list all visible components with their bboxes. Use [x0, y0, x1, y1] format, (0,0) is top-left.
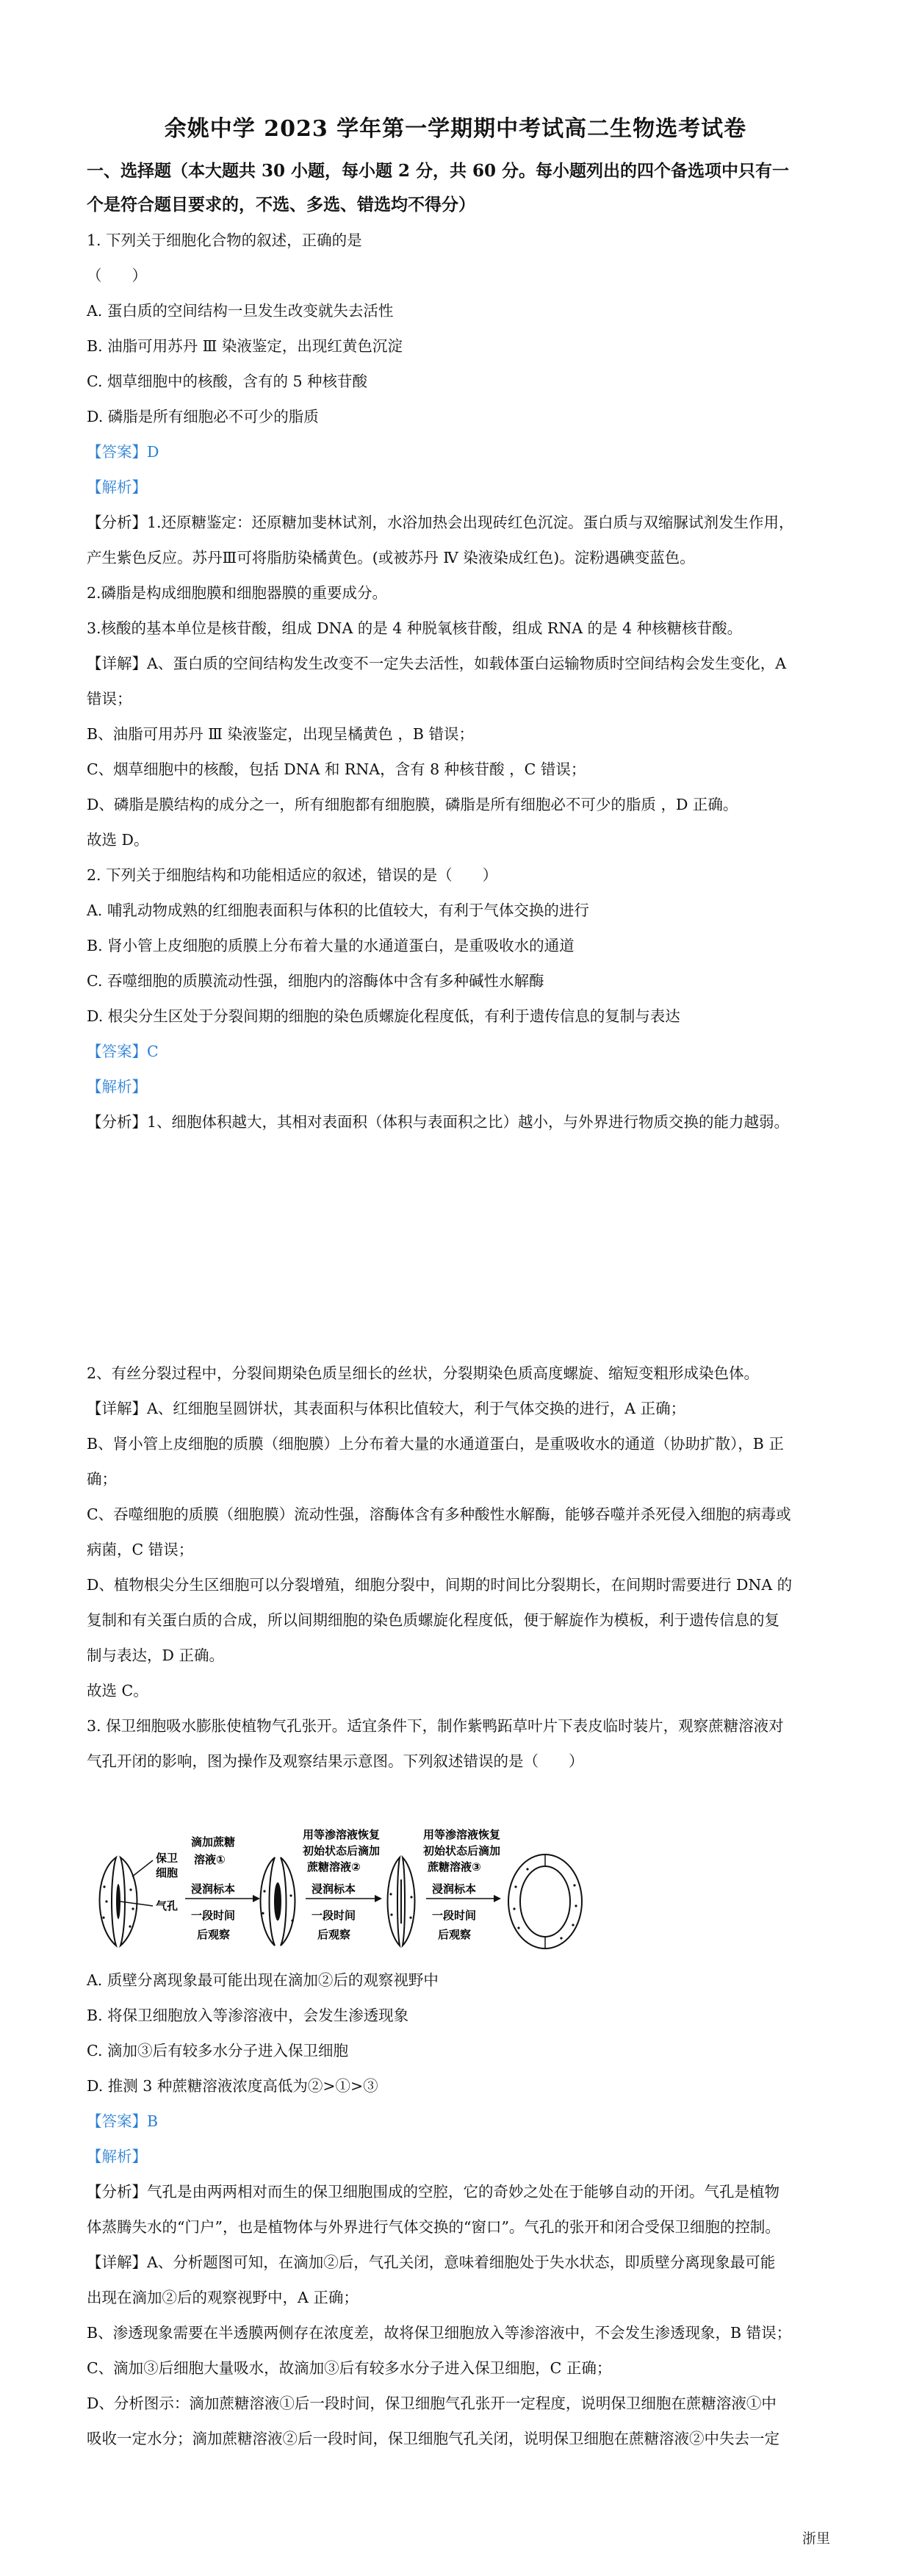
q1-explain-line: D、磷脂是膜结构的成分之一，所有细胞都有细胞膜，磷脂是所有细胞必不可少的脂质 ，D 正确。 — [87, 796, 738, 813]
q2-explain-line: B、肾小管上皮细胞的质膜（细胞膜）上分布着大量的水通道蛋白，是重吸收水的通道（协助扩散），B 正 — [87, 1435, 784, 1453]
q3-explain-line: C、滴加③后细胞大量吸水，故滴加③后有较多水分子进入保卫细胞，C 正确； — [87, 2359, 612, 2377]
arrowhead — [494, 1895, 501, 1902]
guard-cell-pointer — [132, 1860, 153, 1877]
q1-explain-line: 产生紫色反应。苏丹Ⅲ可将脂肪染橘黄色。(或被苏丹 Ⅳ 染液染成红色)。淀粉遇碘变蓝色。 — [87, 549, 695, 566]
q3-explain-line: B、渗透现象需要在半透膜两侧存在浓度差，故将保卫细胞放入等渗溶液中，不会发生渗透现象，B 错误； — [87, 2324, 792, 2342]
q3-answer: 【答案】B — [87, 2112, 159, 2130]
step2-text: 蔗糖溶液② — [307, 1860, 361, 1874]
step3-text: 初始状态后滴加 — [423, 1844, 501, 1857]
q1-explain-line: 2.磷脂是构成细胞膜和细胞器膜的重要成分。 — [87, 584, 388, 602]
q1-explain-line: C、烟草细胞中的核酸，包括 DNA 和 RNA，含有 8 种核苷酸 ，C 错误； — [87, 760, 586, 778]
label-guard: 保卫 — [156, 1852, 179, 1865]
label-pore: 气孔 — [156, 1899, 179, 1913]
q3-analysis-tag: 【解析】 — [87, 2148, 147, 2165]
page-footer: 浙里 — [802, 2530, 830, 2547]
step2-text: 用等渗溶液恢复 — [303, 1828, 381, 1841]
q1-option-d: D. 磷脂是所有细胞必不可少的脂质 — [87, 408, 319, 425]
q3-explain-line: D、分析图示：滴加蔗糖溶液①后一段时间，保卫细胞气孔张开一定程度，说明保卫细胞在蔗糖溶液①中 — [87, 2395, 777, 2412]
q3-option-d: D. 推测 3 种蔗糖溶液浓度高低为②>①>③ — [87, 2077, 378, 2095]
step2-text: 浸润标本 — [312, 1882, 356, 1896]
q2-option-c: C. 吞噬细胞的质膜流动性强，细胞内的溶酶体中含有多种碱性水解酶 — [87, 972, 544, 990]
guard-cell-after-1 — [261, 1857, 295, 1946]
step3-text: 一段时间 — [432, 1909, 477, 1922]
q1-explain-line: 故选 D。 — [87, 831, 149, 849]
step2-text: 初始状态后滴加 — [303, 1844, 381, 1857]
arrowhead — [253, 1895, 260, 1902]
q2-explain-line: 【详解】A、红细胞呈圆饼状，其表面积与体积比值较大，利于气体交换的进行，A 正确； — [87, 1400, 686, 1417]
q1-option-c: C. 烟草细胞中的核酸，含有的 5 种核苷酸 — [87, 373, 368, 390]
q1-option-b: B. 油脂可用苏丹 Ⅲ 染液鉴定，出现红黄色沉淀 — [87, 337, 403, 355]
label-cell: 细胞 — [156, 1866, 179, 1879]
q3-explain-line: 出现在滴加②后的观察视野中，A 正确； — [87, 2289, 359, 2306]
q1-explain-line: 【分析】1.还原糖鉴定：还原糖加斐林试剂，水浴加热会出现砖红色沉淀。蛋白质与双缩脲试剂发生作用， — [87, 514, 794, 531]
step1-text: 浸润标本 — [191, 1882, 236, 1896]
q1-answer: 【答案】D — [87, 443, 159, 461]
q2-explain-line: 故选 C。 — [87, 1682, 148, 1699]
q2-answer: 【答案】C — [87, 1043, 159, 1060]
q3-explain-line: 【详解】A、分析题图可知，在滴加②后，气孔关闭，意味着细胞处于失水状态，即质壁分离现象最可能 — [87, 2253, 776, 2271]
section-heading-line-2: 个是符合题目要求的，不选、多选、错选均不得分） — [87, 195, 475, 215]
step1-text: 后观察 — [197, 1928, 231, 1941]
q3-option-a: A. 质壁分离现象最可能出现在滴加②后的观察视野中 — [87, 1971, 439, 1989]
step3-text: 用等渗溶液恢复 — [423, 1828, 501, 1841]
q2-explain-line: 【分析】1、细胞体积越大，其相对表面积（体积与表面积之比）越小，与外界进行物质交换的能力越弱。 — [87, 1113, 790, 1131]
q1-explain-line: 【详解】A、蛋白质的空间结构发生改变不一定失去活性，如载体蛋白运输物质时空间结构会发生变化，A — [87, 655, 787, 672]
q1-paren: （ ） — [87, 267, 147, 284]
q2-explain-line: 病菌，C 错误； — [87, 1541, 194, 1558]
q2-analysis-tag: 【解析】 — [87, 1078, 147, 1095]
q2-option-b: B. 肾小管上皮细胞的质膜上分布着大量的水通道蛋白，是重吸收水的通道 — [87, 937, 575, 954]
q2-explain-line: D、植物根尖分生区细胞可以分裂增殖，细胞分裂中，间期的时间比分裂期长，在间期时需要进行 DNA 的 — [87, 1576, 793, 1594]
q1-analysis-tag: 【解析】 — [87, 478, 147, 496]
q3-stem-line-1: 3. 保卫细胞吸水膨胀使植物气孔张开。适宜条件下，制作紫鸭跖草叶片下表皮临时装片，观察蔗糖溶液对 — [87, 1717, 784, 1735]
q2-explain-line: 制与表达，D 正确。 — [87, 1647, 224, 1664]
step3-text: 浸润标本 — [432, 1882, 477, 1896]
guard-cell-after-2 — [388, 1857, 415, 1946]
q3-explain-line: 吸收一定水分；滴加蔗糖溶液②后一段时间，保卫细胞气孔关闭，说明保卫细胞在蔗糖溶液②中失去一定 — [87, 2430, 779, 2447]
page-title: 余姚中学 2023 学年第一学期期中考试高二生物选考试卷 — [164, 116, 747, 142]
q1-option-a: A. 蛋白质的空间结构一旦发生改变就失去活性 — [87, 302, 394, 320]
stomata-diagram-svg — [82, 1828, 597, 1957]
q3-explain-line: 【分析】气孔是由两两相对而生的保卫细胞围成的空腔，它的奇妙之处在于能够自动的开闭。气孔是植物 — [87, 2183, 779, 2201]
q2-option-a: A. 哺乳动物成熟的红细胞表面积与体积的比值较大，有利于气体交换的进行 — [87, 902, 589, 919]
q1-explain-line: 3.核酸的基本单位是核苷酸，组成 DNA 的是 4 种脱氧核苷酸，组成 RNA 的是 4 种核糖核苷酸。 — [87, 619, 743, 637]
arrowhead — [375, 1895, 382, 1902]
q2-stem: 2. 下列关于细胞结构和功能相适应的叙述，错误的是（ ） — [87, 866, 498, 884]
q2-option-d: D. 根尖分生区处于分裂间期的细胞的染色质螺旋化程度低，有利于遗传信息的复制与表达 — [87, 1007, 680, 1025]
q3-stem-line-2: 气孔开闭的影响，图为操作及观察结果示意图。下列叙述错误的是（ ） — [87, 1752, 584, 1770]
q2-explain-line: C、吞噬细胞的质膜（细胞膜）流动性强，溶酶体含有多种酸性水解酶，能够吞噬并杀死侵入细胞的病毒或 — [87, 1505, 791, 1523]
q2-explain-line: 复制和有关蛋白质的合成，所以间期细胞的染色质螺旋化程度低，便于解旋作为模板，利于遗传信息的复 — [87, 1611, 779, 1629]
step2-text: 一段时间 — [312, 1909, 356, 1922]
guard-cell-initial — [100, 1857, 137, 1946]
guard-cell-after-3 — [508, 1854, 582, 1949]
step3-text: 蔗糖溶液③ — [428, 1860, 481, 1874]
q2-explain-line: 2、有丝分裂过程中，分裂间期染色质呈细长的丝状，分裂期染色质高度螺旋、缩短变粗形成染色体。 — [87, 1364, 760, 1382]
step3-text: 后观察 — [438, 1928, 472, 1941]
step1-text: 一段时间 — [191, 1909, 236, 1922]
stomata-diagram — [82, 1828, 597, 1957]
step1-text: 滴加蔗糖 — [191, 1835, 236, 1849]
q1-explain-line: 错误； — [87, 690, 132, 708]
section-heading-line-1: 一、选择题（本大题共 30 小题，每小题 2 分，共 60 分。每小题列出的四个备选项中只有一 — [87, 161, 790, 181]
q3-explain-line: 体蒸腾失水的“门户”，也是植物体与外界进行气体交换的“窗口”。气孔的张开和闭合受保卫细胞的控制。 — [87, 2218, 780, 2236]
q2-explain-line: 确； — [87, 1470, 117, 1488]
step1-text: 溶液① — [194, 1853, 226, 1866]
q3-option-b: B. 将保卫细胞放入等渗溶液中，会发生渗透现象 — [87, 2007, 409, 2024]
q1-explain-line: B、油脂可用苏丹 Ⅲ 染液鉴定，出现呈橘黄色 ，B 错误； — [87, 725, 474, 743]
q1-stem: 1. 下列关于细胞化合物的叙述，正确的是 — [87, 231, 362, 249]
step2-text: 后观察 — [317, 1928, 351, 1941]
q3-option-c: C. 滴加③后有较多水分子进入保卫细胞 — [87, 2042, 348, 2059]
